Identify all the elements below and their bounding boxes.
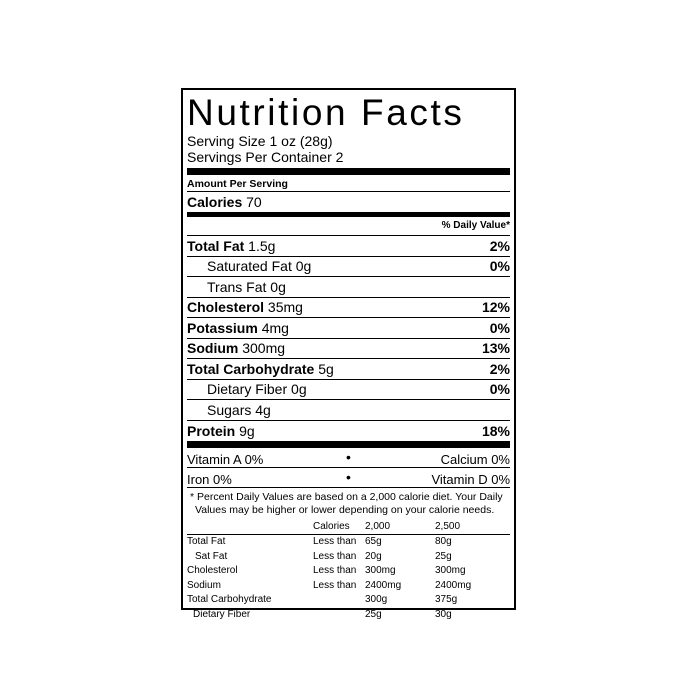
table-row — [187, 579, 510, 594]
nutrient-amount: 35mg — [264, 299, 303, 316]
table-cell: 300g — [365, 594, 388, 605]
nutrient-row — [187, 399, 510, 420]
daily-value-header: % Daily Value* — [187, 216, 510, 235]
table-cell: Total Carbohydrate — [187, 594, 272, 605]
footnote-line-1: * Percent Daily Values are based on a 2,000 calorie diet. Your Daily — [190, 490, 503, 503]
vitamin-left: Iron 0% — [187, 471, 232, 487]
table-cell: Less than — [313, 550, 357, 562]
nutrient-name — [187, 238, 275, 254]
table-cell — [313, 608, 365, 623]
nutrient-daily-value: 0% — [489, 319, 510, 336]
nutrient-row — [187, 317, 510, 338]
nutrient-daily-value: 2% — [489, 360, 510, 377]
nutrient-name — [187, 258, 311, 274]
table-row — [187, 593, 510, 608]
nutrient-label: Total Carbohydrate — [187, 360, 315, 377]
nutrient-row — [187, 297, 510, 318]
table-cell: 25g — [435, 550, 452, 562]
nutrient-label: Trans Fat — [207, 278, 267, 295]
table-cell: 2400mg — [365, 579, 402, 591]
bullet-separator: • — [346, 469, 351, 485]
nutrient-row — [187, 276, 510, 297]
vitamin-list — [187, 448, 510, 488]
table-cell: 2400mg — [435, 579, 472, 591]
vitamin-row — [187, 468, 510, 488]
nutrient-name — [187, 402, 271, 418]
table-cell: 300mg — [435, 565, 466, 576]
nutrient-row — [187, 256, 510, 277]
vitamin-right: Calcium 0% — [440, 451, 510, 467]
nutrient-name — [187, 340, 285, 356]
nutrient-row — [187, 420, 510, 441]
nutrient-label: Sugars — [207, 401, 252, 418]
nutrient-label: Protein — [187, 422, 236, 439]
table-cell: 80g — [435, 536, 452, 547]
nutrient-daily-value: 18% — [481, 422, 510, 439]
nutrient-label: Total Fat — [187, 237, 245, 254]
thick-divider — [187, 168, 510, 175]
table-header-cell: Calories — [313, 520, 365, 535]
table-cell — [313, 593, 365, 608]
vitamin-right: Vitamin D 0% — [431, 471, 510, 487]
nutrient-row — [187, 358, 510, 379]
nutrient-amount: 1.5g — [244, 237, 276, 254]
table-cell: Less than — [313, 579, 357, 591]
calories-row — [187, 191, 510, 212]
nutrient-amount: 0g — [291, 258, 312, 275]
table-cell: Cholesterol — [187, 565, 238, 576]
nutrient-daily-value: 13% — [481, 340, 510, 357]
nutrient-daily-value: 0% — [489, 258, 510, 275]
nutrition-facts-label — [181, 88, 516, 620]
nutrient-label: Sodium — [187, 340, 239, 357]
nutrient-daily-value: 0% — [489, 381, 510, 398]
nutrient-amount: 0g — [287, 381, 307, 398]
table-cell: Dietary Fiber — [193, 608, 251, 620]
daily-value-reference-table — [187, 520, 510, 623]
nutrient-daily-value: 12% — [481, 299, 510, 316]
nutrient-name — [187, 361, 334, 377]
table-cell: 300mg — [365, 565, 396, 576]
nutrient-row — [187, 235, 510, 256]
table-cell: Sat Fat — [195, 550, 228, 562]
nutrient-row — [187, 379, 510, 400]
amount-per-serving: Amount Per Serving — [187, 178, 288, 190]
thick-divider-2 — [187, 441, 510, 448]
nutrient-amount: 0g — [266, 278, 286, 295]
table-header-cell: 2,500 — [435, 520, 510, 535]
nutrient-daily-value: 2% — [489, 237, 510, 254]
nutrient-amount: 300mg — [238, 340, 286, 357]
table-cell: 375g — [435, 594, 458, 605]
nutrient-amount: 4g — [251, 401, 271, 418]
nutrient-name — [187, 279, 286, 295]
table-row — [187, 535, 510, 550]
servings-per-container: Servings Per Container 2 — [187, 149, 344, 165]
nutrient-name — [187, 381, 307, 397]
table-row — [187, 608, 510, 623]
table-cell: Less than — [313, 565, 357, 576]
calories-label: Calories — [187, 194, 243, 210]
footnote — [187, 488, 510, 519]
nutrient-list — [187, 235, 510, 441]
table-cell: 30g — [435, 608, 452, 620]
nutrient-name — [187, 320, 289, 336]
nutrient-name — [187, 423, 255, 439]
table-cell: 25g — [365, 608, 382, 620]
table-header-cell — [187, 520, 313, 535]
nutrient-amount: 9g — [235, 422, 255, 439]
nutrient-label: Cholesterol — [187, 299, 265, 316]
nutrient-amount: 4mg — [257, 319, 289, 336]
nutrient-row — [187, 338, 510, 359]
table-row — [187, 564, 510, 579]
footnote-line-2: Values may be higher or lower depending on your calorie needs. — [195, 503, 495, 516]
nutrient-label: Saturated Fat — [207, 258, 292, 275]
table-cell: 65g — [365, 536, 382, 547]
table-cell: Total Fat — [187, 536, 226, 547]
calories-value: 70 — [246, 194, 262, 210]
serving-size: Serving Size 1 oz (28g) — [187, 133, 333, 149]
table-header-row — [187, 520, 510, 535]
nutrient-name — [187, 299, 303, 315]
nutrient-label: Dietary Fiber — [207, 381, 288, 398]
vitamin-left: Vitamin A 0% — [187, 451, 264, 467]
table-cell: Sodium — [187, 579, 221, 591]
table-header-cell: 2,000 — [365, 520, 435, 535]
table-cell: 20g — [365, 550, 382, 562]
nutrient-label: Potassium — [187, 319, 258, 336]
calories-text — [187, 194, 262, 210]
nutrient-amount: 5g — [314, 360, 334, 377]
vitamin-row — [187, 448, 510, 468]
bullet-separator: • — [346, 449, 351, 465]
label-title: Nutrition Facts — [187, 92, 465, 133]
table-row — [187, 550, 510, 565]
table-cell: Less than — [313, 536, 357, 547]
